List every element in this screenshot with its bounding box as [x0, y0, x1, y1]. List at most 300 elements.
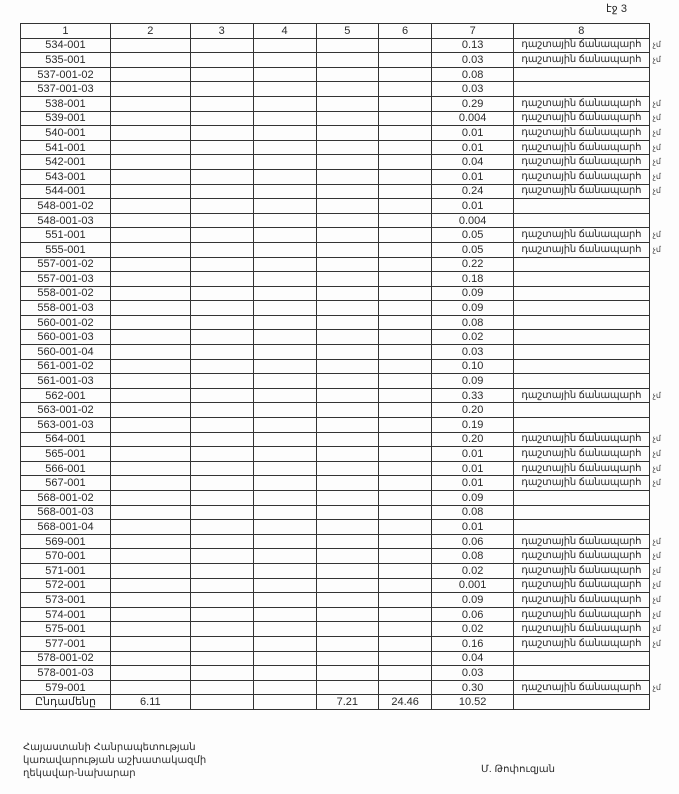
col-8-description: [514, 301, 649, 316]
column-header-2: 2: [110, 24, 190, 39]
col-8-description: [514, 213, 649, 228]
table-row: [21, 345, 679, 360]
col-4: [253, 403, 316, 418]
col-6: [379, 96, 432, 111]
col-2: [110, 155, 190, 170]
col-4: [253, 432, 316, 447]
col-4: [253, 140, 316, 155]
table-row: [21, 636, 679, 651]
table-row: [21, 242, 679, 257]
table-row: [21, 447, 679, 462]
margin-note: [649, 491, 678, 506]
col-3: [190, 403, 253, 418]
col-2: [110, 607, 190, 622]
col-3: [190, 301, 253, 316]
col-5: [316, 680, 379, 695]
col-4: [253, 67, 316, 82]
col-4: [253, 447, 316, 462]
col-8-description: դաշտային ճանապարհ: [514, 593, 649, 608]
col-8-description: [514, 286, 649, 301]
col-7-area: 0.004: [432, 111, 514, 126]
row-id: 574-001: [21, 607, 111, 622]
row-id: 569-001: [21, 534, 111, 549]
col-3: [190, 67, 253, 82]
col-5: [316, 213, 379, 228]
margin-note: [649, 272, 678, 287]
row-id: 567-001: [21, 476, 111, 491]
col-4: [253, 359, 316, 374]
column-header-6: 6: [379, 24, 432, 39]
col-6: [379, 680, 432, 695]
col-6: [379, 272, 432, 287]
col-7-area: 0.33: [432, 388, 514, 403]
col-2: [110, 651, 190, 666]
table-row: [21, 418, 679, 433]
row-id: 570-001: [21, 549, 111, 564]
col-4: [253, 315, 316, 330]
col-6: [379, 315, 432, 330]
col-5: [316, 461, 379, 476]
col-8-description: դաշտային ճանապարհ: [514, 184, 649, 199]
margin-note: [649, 67, 678, 82]
col-6: [379, 111, 432, 126]
col-5: [316, 140, 379, 155]
row-id: 543-001: [21, 169, 111, 184]
signatory-title-line-1: Հայաստանի Հանրապետության: [23, 742, 196, 753]
margin-note: [649, 199, 678, 214]
col-7-area: 0.06: [432, 534, 514, 549]
table-row: [21, 593, 679, 608]
col-2: [110, 505, 190, 520]
table-row: [21, 359, 679, 374]
col-6: [379, 199, 432, 214]
margin-note: չմ: [652, 54, 661, 64]
col-3: [190, 461, 253, 476]
col-6: [379, 53, 432, 68]
table-row: [21, 315, 679, 330]
col-3: [190, 213, 253, 228]
col-4: [253, 345, 316, 360]
col-6: [379, 184, 432, 199]
col-7-area: 0.08: [432, 67, 514, 82]
col-4: [253, 622, 316, 637]
margin-note: չմ: [652, 580, 661, 590]
margin-note: [649, 505, 678, 520]
col-6: [379, 403, 432, 418]
col-8-description: [514, 315, 649, 330]
col-2: [110, 374, 190, 389]
table-row: [21, 476, 679, 491]
row-id: 548-001-03: [21, 213, 111, 228]
col-8-description: դաշտային ճանապարհ: [514, 38, 649, 53]
row-id: 537-001-02: [21, 67, 111, 82]
col-2: [110, 301, 190, 316]
total-col-5: 7.21: [316, 695, 379, 710]
col-5: [316, 96, 379, 111]
margin-note: [649, 403, 678, 418]
margin-note: [649, 651, 678, 666]
col-6: [379, 82, 432, 97]
margin-note: [649, 374, 678, 389]
col-2: [110, 242, 190, 257]
col-4: [253, 286, 316, 301]
col-6: [379, 301, 432, 316]
col-5: [316, 228, 379, 243]
table-row: [21, 228, 679, 243]
col-4: [253, 126, 316, 141]
col-4: [253, 155, 316, 170]
col-8-description: [514, 330, 649, 345]
col-7-area: 0.09: [432, 301, 514, 316]
col-5: [316, 169, 379, 184]
row-id: 560-001-04: [21, 345, 111, 360]
signatory-title: [23, 741, 206, 780]
col-5: [316, 563, 379, 578]
col-8-description: դաշտային ճանապարհ: [514, 476, 649, 491]
total-col-7: 10.52: [432, 695, 514, 710]
col-8-description: դաշտային ճանապարհ: [514, 242, 649, 257]
margin-note: չմ: [652, 682, 661, 692]
col-4: [253, 96, 316, 111]
col-2: [110, 257, 190, 272]
col-6: [379, 359, 432, 374]
col-5: [316, 53, 379, 68]
margin-note: չմ: [652, 390, 661, 400]
col-8-description: [514, 520, 649, 535]
col-2: [110, 388, 190, 403]
col-8-description: [514, 374, 649, 389]
col-2: [110, 520, 190, 535]
margin-note: [649, 418, 678, 433]
col-4: [253, 272, 316, 287]
col-4: [253, 563, 316, 578]
col-8-description: [514, 67, 649, 82]
col-7-area: 0.01: [432, 447, 514, 462]
table-row: [21, 651, 679, 666]
table-row: [21, 272, 679, 287]
col-3: [190, 636, 253, 651]
col-7-area: 0.08: [432, 549, 514, 564]
table-row: [21, 563, 679, 578]
col-7-area: 0.01: [432, 140, 514, 155]
margin-note: [649, 359, 678, 374]
col-4: [253, 418, 316, 433]
col-3: [190, 418, 253, 433]
row-id: 578-001-02: [21, 651, 111, 666]
col-8-description: դաշտային ճանապարհ: [514, 563, 649, 578]
column-header-3: 3: [190, 24, 253, 39]
margin-note: [649, 315, 678, 330]
col-6: [379, 418, 432, 433]
col-7-area: 0.01: [432, 169, 514, 184]
col-2: [110, 476, 190, 491]
row-id: 563-001-03: [21, 418, 111, 433]
row-id: 562-001: [21, 388, 111, 403]
col-3: [190, 199, 253, 214]
col-6: [379, 520, 432, 535]
col-6: [379, 636, 432, 651]
col-3: [190, 242, 253, 257]
col-2: [110, 38, 190, 53]
margin-note: չմ: [652, 434, 661, 444]
col-2: [110, 680, 190, 695]
col-5: [316, 272, 379, 287]
col-7-area: 0.20: [432, 432, 514, 447]
col-8-description: դաշտային ճանապարհ: [514, 96, 649, 111]
col-4: [253, 257, 316, 272]
col-8-description: [514, 345, 649, 360]
col-3: [190, 330, 253, 345]
margin-note: չմ: [652, 536, 661, 546]
col-3: [190, 476, 253, 491]
margin-note: չմ: [652, 171, 661, 181]
col-8-description: [514, 359, 649, 374]
col-8-description: [514, 418, 649, 433]
col-7-area: 0.09: [432, 286, 514, 301]
col-7-area: 0.09: [432, 491, 514, 506]
col-3: [190, 345, 253, 360]
col-2: [110, 96, 190, 111]
col-3: [190, 578, 253, 593]
col-4: [253, 578, 316, 593]
margin-note: [649, 666, 678, 681]
col-8-description: դաշտային ճանապարհ: [514, 680, 649, 695]
table-row: [21, 330, 679, 345]
col-5: [316, 111, 379, 126]
col-8-description: [514, 199, 649, 214]
col-5: [316, 38, 379, 53]
col-5: [316, 418, 379, 433]
col-8-description: դաշտային ճանապարհ: [514, 534, 649, 549]
col-3: [190, 53, 253, 68]
col-3: [190, 286, 253, 301]
table-row: [21, 461, 679, 476]
col-6: [379, 549, 432, 564]
col-5: [316, 622, 379, 637]
col-2: [110, 213, 190, 228]
col-8-description: դաշտային ճանապարհ: [514, 578, 649, 593]
table-row: [21, 491, 679, 506]
margin-note-spacer: [649, 24, 678, 39]
row-id: 557-001-02: [21, 257, 111, 272]
margin-note: չմ: [652, 565, 661, 575]
col-3: [190, 82, 253, 97]
col-7-area: 0.02: [432, 563, 514, 578]
row-id: 555-001: [21, 242, 111, 257]
row-id: 577-001: [21, 636, 111, 651]
row-id: 535-001: [21, 53, 111, 68]
col-3: [190, 607, 253, 622]
col-5: [316, 330, 379, 345]
col-5: [316, 155, 379, 170]
col-4: [253, 680, 316, 695]
col-6: [379, 286, 432, 301]
col-8-description: դաշտային ճանապարհ: [514, 622, 649, 637]
col-7-area: 0.004: [432, 213, 514, 228]
col-8-description: դաշտային ճանապարհ: [514, 155, 649, 170]
col-5: [316, 491, 379, 506]
col-4: [253, 38, 316, 53]
row-id: 542-001: [21, 155, 111, 170]
col-4: [253, 461, 316, 476]
col-6: [379, 447, 432, 462]
row-id: 548-001-02: [21, 199, 111, 214]
col-2: [110, 593, 190, 608]
signatory-title-line-2: կառավարության աշխատակազմի: [23, 755, 207, 766]
col-6: [379, 666, 432, 681]
col-5: [316, 67, 379, 82]
row-id: 563-001-02: [21, 403, 111, 418]
row-id: 551-001: [21, 228, 111, 243]
col-5: [316, 593, 379, 608]
col-6: [379, 38, 432, 53]
col-7-area: 0.02: [432, 330, 514, 345]
col-7-area: 0.30: [432, 680, 514, 695]
col-5: [316, 257, 379, 272]
col-4: [253, 520, 316, 535]
col-4: [253, 636, 316, 651]
row-id: 579-001: [21, 680, 111, 695]
col-4: [253, 330, 316, 345]
col-3: [190, 257, 253, 272]
margin-note: չմ: [652, 244, 661, 254]
col-6: [379, 155, 432, 170]
margin-note: չմ: [652, 230, 661, 240]
col-3: [190, 111, 253, 126]
col-7-area: 0.05: [432, 228, 514, 243]
land-register-table: [20, 23, 679, 710]
table-row: [21, 111, 679, 126]
row-id: 540-001: [21, 126, 111, 141]
col-6: [379, 213, 432, 228]
col-6: [379, 228, 432, 243]
col-7-area: 0.05: [432, 242, 514, 257]
col-2: [110, 140, 190, 155]
col-3: [190, 388, 253, 403]
page-number-label: էջ 3: [606, 3, 627, 15]
col-2: [110, 432, 190, 447]
col-8-description: դաշտային ճանապարհ: [514, 549, 649, 564]
col-4: [253, 82, 316, 97]
col-3: [190, 563, 253, 578]
col-5: [316, 534, 379, 549]
margin-note-spacer: [649, 695, 678, 710]
col-7-area: 0.29: [432, 96, 514, 111]
row-id: 538-001: [21, 96, 111, 111]
margin-note: [649, 213, 678, 228]
col-6: [379, 330, 432, 345]
col-8-description: [514, 651, 649, 666]
col-2: [110, 636, 190, 651]
col-5: [316, 82, 379, 97]
col-4: [253, 213, 316, 228]
total-label: Ընդամենը: [21, 695, 111, 710]
margin-note: չմ: [652, 127, 661, 137]
col-3: [190, 520, 253, 535]
col-2: [110, 126, 190, 141]
table-row: [21, 374, 679, 389]
col-8-description: [514, 82, 649, 97]
col-4: [253, 534, 316, 549]
col-4: [253, 607, 316, 622]
margin-note: չմ: [652, 478, 661, 488]
table-row: [21, 666, 679, 681]
col-6: [379, 374, 432, 389]
row-id: 560-001-02: [21, 315, 111, 330]
col-2: [110, 359, 190, 374]
column-header-8: 8: [514, 24, 649, 39]
col-7-area: 0.03: [432, 345, 514, 360]
row-id: 558-001-03: [21, 301, 111, 316]
total-col-2: 6.11: [110, 695, 190, 710]
col-5: [316, 607, 379, 622]
row-id: 539-001: [21, 111, 111, 126]
col-4: [253, 242, 316, 257]
table-row: [21, 432, 679, 447]
col-4: [253, 388, 316, 403]
margin-note: չմ: [652, 638, 661, 648]
col-2: [110, 418, 190, 433]
col-7-area: 0.08: [432, 315, 514, 330]
col-2: [110, 578, 190, 593]
row-id: 558-001-02: [21, 286, 111, 301]
table-row: [21, 257, 679, 272]
col-6: [379, 345, 432, 360]
col-3: [190, 505, 253, 520]
col-6: [379, 432, 432, 447]
col-6: [379, 607, 432, 622]
col-6: [379, 651, 432, 666]
col-5: [316, 388, 379, 403]
table-row: [21, 301, 679, 316]
col-5: [316, 184, 379, 199]
col-7-area: 0.20: [432, 403, 514, 418]
col-3: [190, 315, 253, 330]
col-3: [190, 593, 253, 608]
row-id: 571-001: [21, 563, 111, 578]
col-5: [316, 199, 379, 214]
col-3: [190, 447, 253, 462]
total-col-4: [253, 695, 316, 710]
col-2: [110, 169, 190, 184]
col-5: [316, 636, 379, 651]
col-8-description: դաշտային ճանապարհ: [514, 447, 649, 462]
col-3: [190, 666, 253, 681]
col-3: [190, 374, 253, 389]
row-id: 561-001-03: [21, 374, 111, 389]
header-row: [21, 24, 679, 39]
col-5: [316, 505, 379, 520]
col-5: [316, 374, 379, 389]
col-4: [253, 53, 316, 68]
row-id: 568-001-04: [21, 520, 111, 535]
col-4: [253, 476, 316, 491]
row-id: 572-001: [21, 578, 111, 593]
col-8-description: դաշտային ճանապարհ: [514, 126, 649, 141]
margin-note: չմ: [652, 624, 661, 634]
col-3: [190, 228, 253, 243]
col-8-description: դաշտային ճանապարհ: [514, 461, 649, 476]
table-row: [21, 82, 679, 97]
col-7-area: 0.03: [432, 53, 514, 68]
col-6: [379, 563, 432, 578]
column-header-1: 1: [21, 24, 111, 39]
col-6: [379, 476, 432, 491]
col-2: [110, 666, 190, 681]
col-4: [253, 651, 316, 666]
margin-note: չմ: [652, 157, 661, 167]
col-8-description: [514, 666, 649, 681]
